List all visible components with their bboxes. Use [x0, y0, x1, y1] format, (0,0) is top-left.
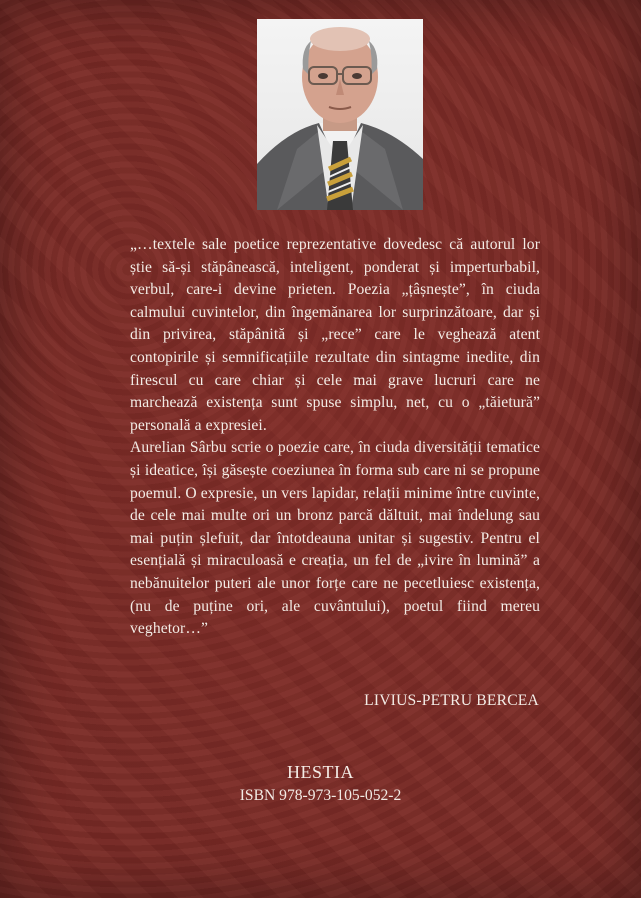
- portrait-icon: [257, 19, 423, 210]
- quote-paragraph-2: Aurelian Sârbu scrie o poezie care, în ciuda diversității tematice și ideatice, își găsește coeziunea în forma sub care ni se propune poemul. O expresie, un vers lapidar, relații minime între cuvinte, de cele mai multe ori un bronz parcă dăltuit, mai îndelung sau mai puțin șlefuit, dar întotdeauna unitar și sugestiv. Pentru el esențială și miraculoasă e creația, un fel de „ivire în lumină” a nebănuitelor puteri ale unor forțe care ne pecetluiesc existența, (nu de puține ori, ale cuvântului), poetul fiind mereu veghetor…”: [130, 439, 540, 638]
- quote-author: LIVIUS-PETRU BERCEA: [364, 692, 539, 709]
- publisher-name: HESTIA: [287, 762, 354, 782]
- isbn-number: ISBN 978-973-105-052-2: [239, 787, 402, 804]
- author-photo: [257, 19, 423, 210]
- critic-quote: [130, 234, 540, 641]
- quote-paragraph-1: „…textele sale poetice reprezentative dovedesc că autorul lor știe să-și stăpânească, inteligent, ponderat și imperturbabil, verbul, care-i devine prieten. Poezia „țâșnește”, în ciuda calmului cuvintelor, din îngemănarea lor surprinzătoare, dar și din privirea, stăpânită și „rece” care le veghează atent contopirile și semnificațiile rezultate din sintagme inedite, din firescul cu care chiar și cele mai grave lucruri care ne marchează existența sunt spuse simplu, net, cu o „tăietură” personală a expresiei.: [130, 236, 540, 434]
